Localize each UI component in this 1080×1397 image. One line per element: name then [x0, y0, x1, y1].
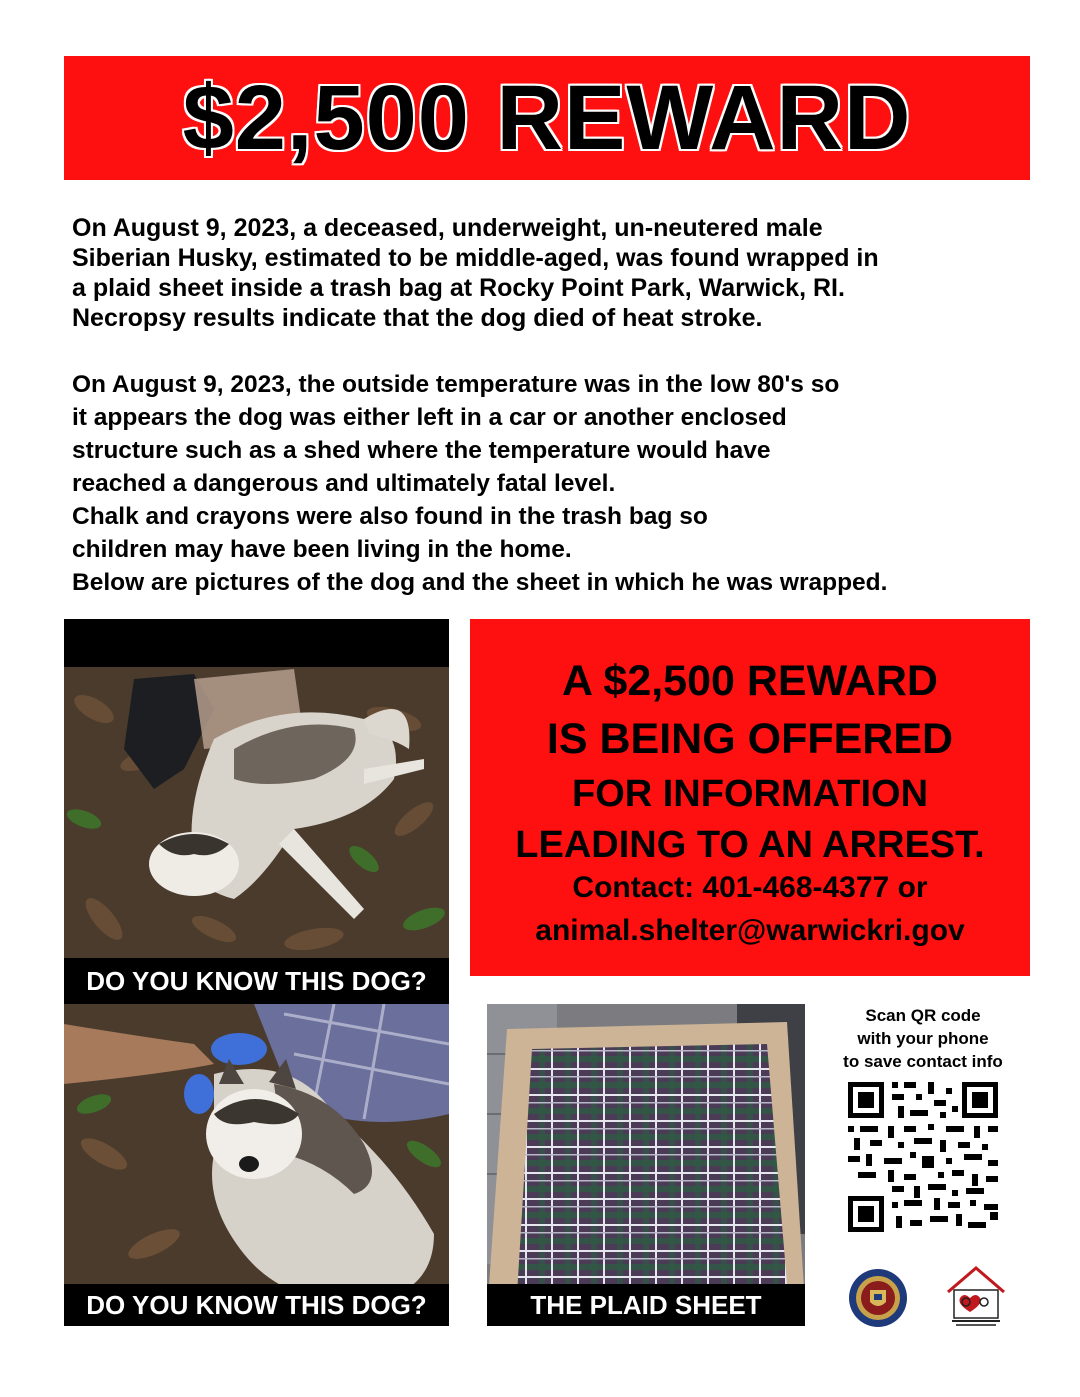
- qr-code-icon: [848, 1082, 998, 1232]
- dog-photo-1: [64, 619, 449, 1004]
- animal-shelter-logo: [942, 1262, 1010, 1330]
- reward-line-4: LEADING TO AN ARREST.: [515, 824, 985, 866]
- reward-info-box: [470, 619, 1030, 976]
- plaid-sheet-caption: THE PLAID SHEET: [530, 1289, 762, 1320]
- description-paragraph-2: [72, 368, 1052, 599]
- text-line: a plaid sheet inside a trash bag at Rocky Point Park, Warwick, RI.: [72, 274, 845, 302]
- banner-title: $2,500 REWARD: [182, 66, 912, 169]
- text-line: On August 9, 2023, a deceased, underweight, un-neutered male: [72, 214, 823, 242]
- text-line: On August 9, 2023, the outside temperature was in the low 80's so: [72, 371, 840, 398]
- plaid-sheet-photo: [487, 1004, 805, 1326]
- text-line: Below are pictures of the dog and the sheet in which he was wrapped.: [72, 569, 888, 596]
- qr-text-line-3: to save contact info: [843, 1052, 1003, 1071]
- text-line: Chalk and crayons were also found in the trash bag so: [72, 503, 708, 530]
- reward-line-1: A $2,500 REWARD: [562, 657, 938, 705]
- text-line: structure such as a shed where the temperature would have: [72, 437, 771, 464]
- text-line: it appears the dog was either left in a car or another enclosed: [72, 404, 787, 431]
- dog-photo-1-image: [64, 619, 449, 1004]
- dog-photo-1-caption: DO YOU KNOW THIS DOG?: [86, 965, 427, 996]
- contact-qr-code[interactable]: [848, 1082, 998, 1232]
- reward-contact-email: animal.shelter@warwickri.gov: [535, 914, 965, 947]
- plaid-sheet-image: [487, 1004, 805, 1326]
- dog-photo-2-caption: DO YOU KNOW THIS DOG?: [86, 1289, 427, 1320]
- description-paragraph-1: [72, 213, 1052, 333]
- text-line: Necropsy results indicate that the dog died of heat stroke.: [72, 304, 763, 332]
- qr-text-line-1: Scan QR code: [865, 1006, 981, 1025]
- reward-line-2: IS BEING OFFERED: [546, 715, 954, 763]
- text-line: children may have been living in the home.: [72, 536, 572, 563]
- reward-line-3: FOR INFORMATION: [571, 773, 929, 815]
- text-line: Siberian Husky, estimated to be middle-aged, was found wrapped in: [72, 244, 879, 272]
- shelter-house-heart-icon: [942, 1262, 1010, 1330]
- text-line: reached a dangerous and ultimately fatal level.: [72, 470, 616, 497]
- dog-photo-2-caption-bar: [64, 1284, 449, 1326]
- plaid-sheet-caption-bar: [487, 1284, 805, 1326]
- dog-photo-2: [64, 1004, 449, 1326]
- dog-photo-2-image: [64, 1004, 449, 1326]
- dog-photo-1-caption-bar: [64, 958, 449, 1004]
- reward-contact-phone: Contact: 401-468-4377 or: [572, 871, 928, 904]
- city-of-warwick-seal: [848, 1268, 908, 1328]
- city-seal-icon: [848, 1268, 908, 1328]
- qr-text-line-2: with your phone: [857, 1029, 989, 1048]
- qr-instructions: [825, 1004, 1021, 1073]
- reward-banner: [64, 56, 1030, 180]
